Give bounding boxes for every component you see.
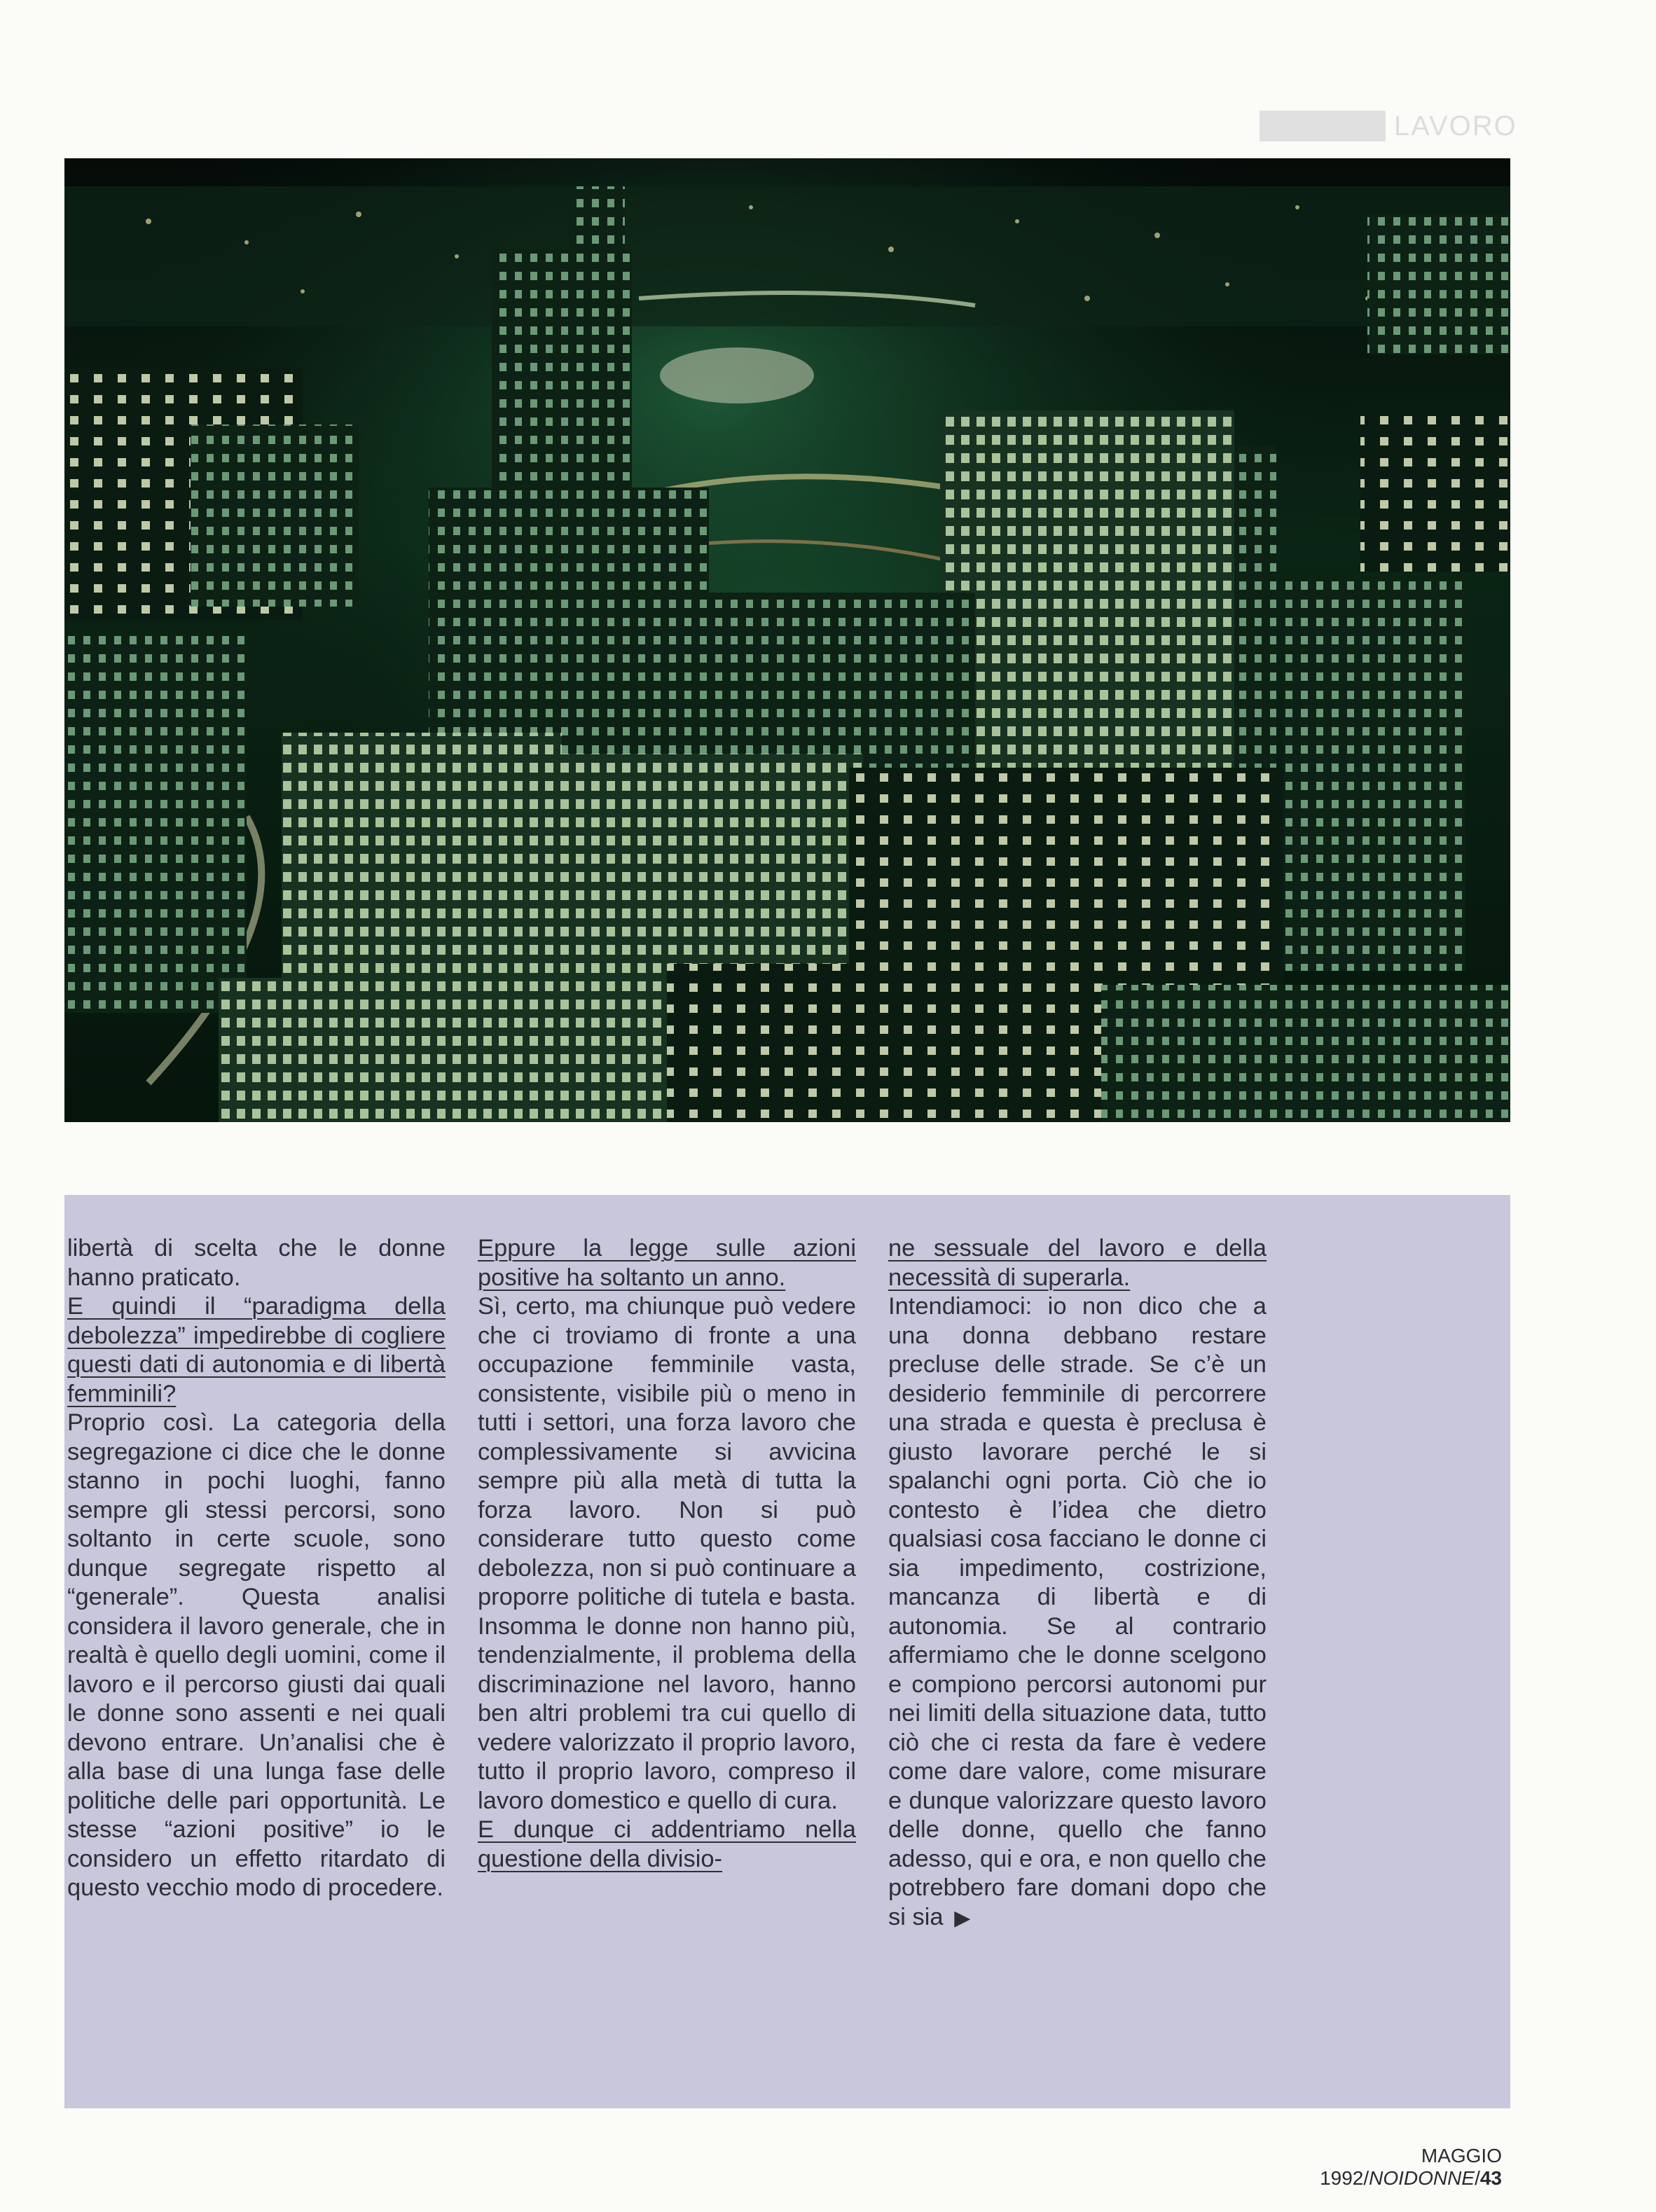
paragraph: Proprio così. La categoria della segregazione ci dice che le donne stanno in pochi luoghi, fanno sempre gli stessi percorsi, sono soltanto in certe scuole, sono dunque segregate rispetto al “generale”. Questa analisi considera il lavoro generale, che in realtà è quello degli uomini, come il lavoro e il percorso giusti dai quali le donne sono assenti e nei quali devono entrare. Un’analisi che è alla base di una lunga fase delle politiche delle pari opportunità. Le stesse “azioni positive” io le considero un effetto ritardato di questo vecchio modo di procedere. — [67, 1409, 446, 1901]
article-column-3 — [888, 1234, 1267, 1933]
section-label: LAVORO — [1394, 110, 1517, 141]
interview-question: E quindi il “paradigma della debolezza” impedirebbe di cogliere questi dati di autonomia e di libertà femminili? — [67, 1293, 446, 1407]
issue-date: MAGGIO 1992/ — [1320, 2145, 1502, 2189]
folio-separator: / — [1475, 2167, 1480, 2189]
paragraph: libertà di scelta che le donne hanno praticato. — [67, 1235, 446, 1291]
interview-question: E dunque ci addentriamo nella questione della divisio- — [478, 1816, 856, 1872]
paragraph: Sì, certo, ma chiunque può vedere che ci troviamo di fronte a una occupazione femminile vasta, consistente, visibile più o meno in tutti i settori, una forza lavoro che complessivamente si avvicina sempre più alla metà di tutta la forza lavoro. Non si può considerare tutto questo come debolezza, non si può continuare a proporre politiche di tutela e basta. Insomma le donne non hanno più, tendenzialmente, il problema della discriminazione nel lavoro, hanno ben altri problemi tra cui quello di vedere valorizzato il proprio lavoro, tutto il proprio lavoro, compreso il lavoro domestico e quello di cura. — [478, 1293, 856, 1814]
page-folio — [1247, 2145, 1502, 2190]
article-column-1 — [67, 1234, 446, 1903]
interview-question: ne sessuale del lavoro e della necessità di superarla. — [888, 1235, 1267, 1291]
paragraph: Intendiamoci: io non dico che a una donna debbano restare precluse delle strade. Se c’è un desiderio femminile di percorrere una strada e questa è preclusa è giusto lavorare perché le si spalanchi ogni porta. Ciò che io contesto è l’idea che dietro qualsiasi cosa facciano le donne ci sia impedimento, costrizione, mancanza di libertà e di autonomia. Se al contrario affermiamo che le donne scelgono e compiono percorsi autonomi pur nei limiti della situazione data, tutto ciò che ci resta da fare è vedere come dare valore, come misurare e dunque valorizzare questo lavoro delle donne, quello che fanno adesso, qui e ora, e non quello che potrebbero fare domani dopo che si sia — [888, 1293, 1267, 1930]
continue-arrow-icon: ▶ — [954, 1906, 971, 1930]
section-header-tab — [1260, 111, 1519, 141]
interview-question: Eppure la legge sulle azioni positive ha soltanto un anno. — [478, 1235, 856, 1291]
article-column-2 — [478, 1234, 856, 1874]
city-illustration — [64, 158, 1510, 1122]
night-city-photo — [64, 158, 1510, 1122]
magazine-name: NOIDONNE — [1369, 2167, 1475, 2189]
article-text-panel — [64, 1195, 1510, 2108]
page-number: 43 — [1479, 2167, 1502, 2189]
section-color-block — [1260, 111, 1386, 141]
